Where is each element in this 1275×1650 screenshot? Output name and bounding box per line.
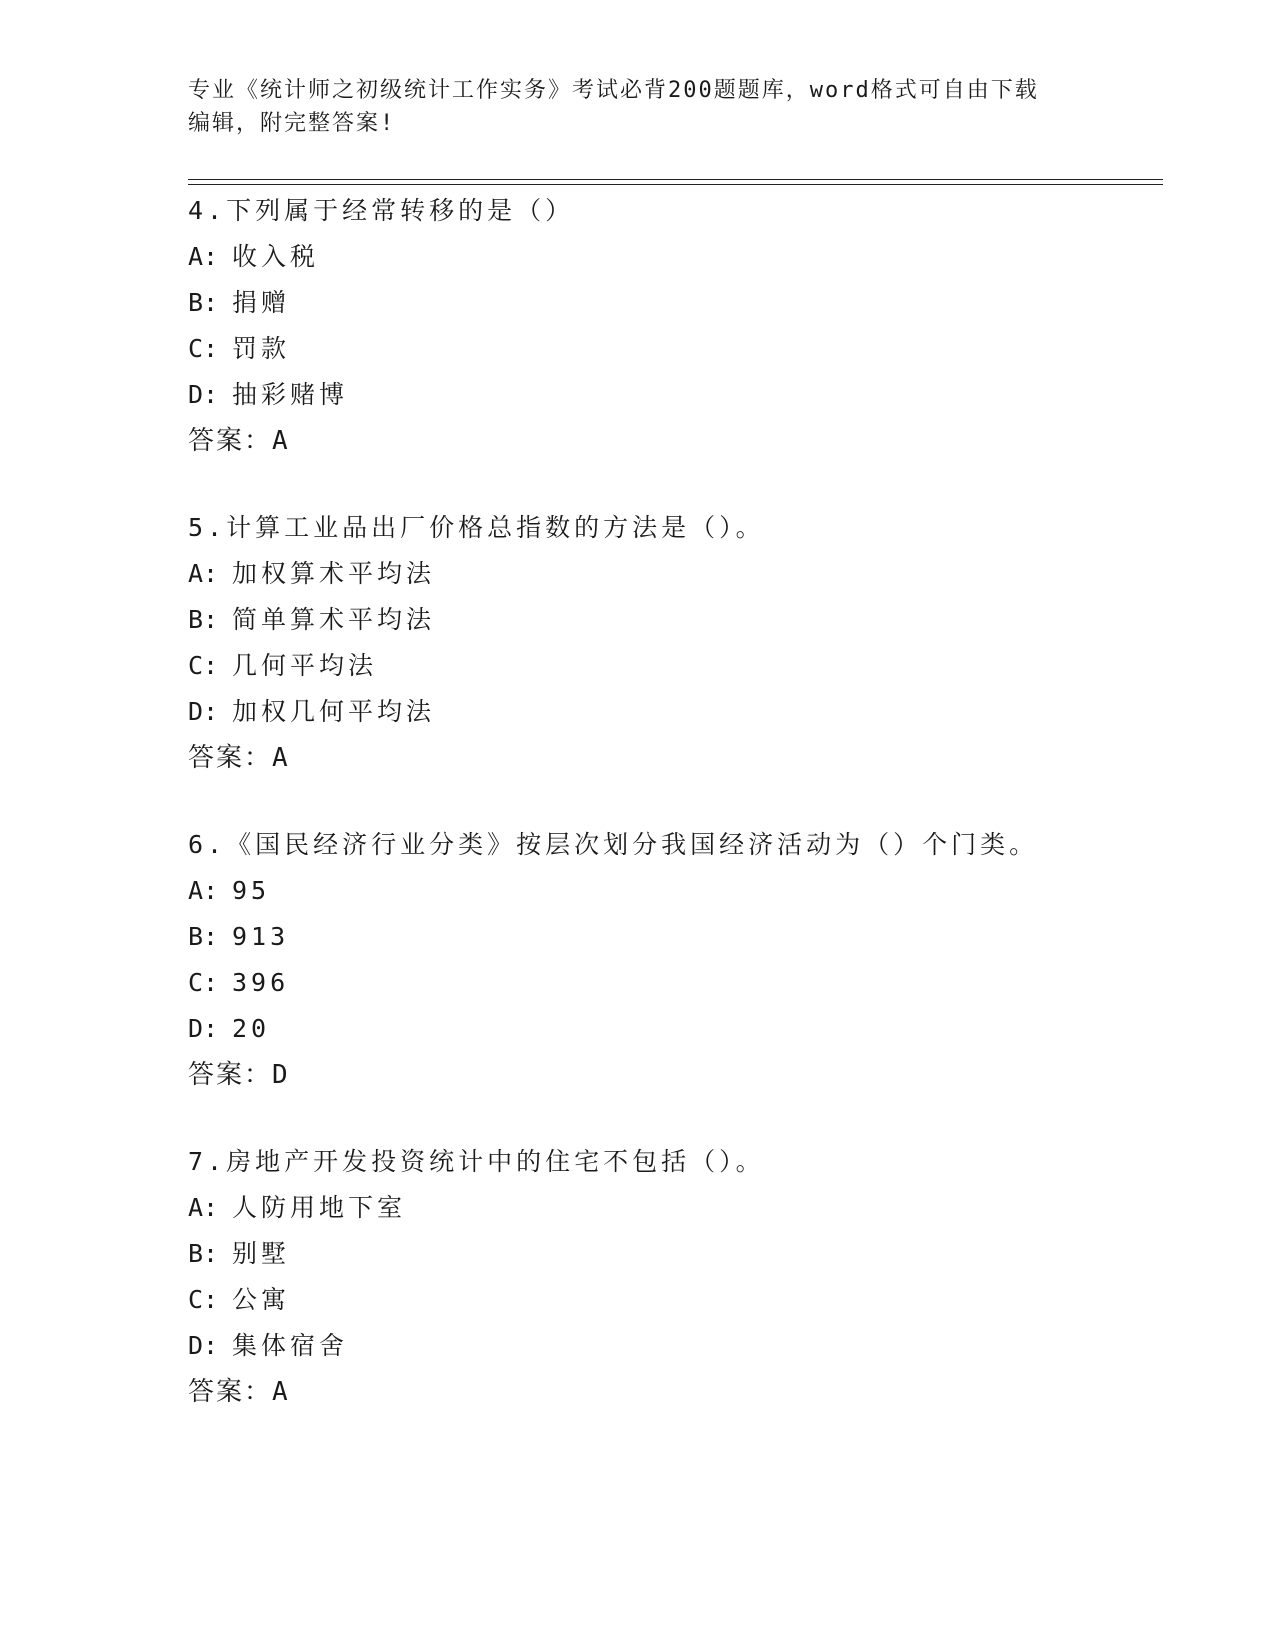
header-divider-bottom <box>188 184 1163 185</box>
question-list <box>188 188 1163 1415</box>
option-letter: C: <box>188 968 219 997</box>
option-text: 捐赠 <box>232 288 291 317</box>
document-header <box>188 74 1088 140</box>
option-letter: D: <box>188 697 219 726</box>
option-text: 集体宿舍 <box>232 1331 349 1360</box>
option-b <box>188 1231 1163 1277</box>
option-c <box>188 1277 1163 1323</box>
option-letter: C: <box>188 334 219 363</box>
option-b <box>188 914 1163 960</box>
option-letter: A: <box>188 1193 219 1222</box>
answer-value: D <box>272 1060 290 1090</box>
option-text: 913 <box>232 922 290 951</box>
option-text: 人防用地下室 <box>232 1193 407 1222</box>
option-letter: A: <box>188 242 219 271</box>
answer-label: 答案： <box>188 1060 273 1090</box>
question-6 <box>188 822 1163 1098</box>
option-letter: B: <box>188 605 219 634</box>
option-c <box>188 643 1163 689</box>
option-d <box>188 1006 1163 1052</box>
option-text: 加权算术平均法 <box>232 559 436 588</box>
option-d <box>188 372 1163 418</box>
option-letter: B: <box>188 288 219 317</box>
question-7 <box>188 1139 1163 1415</box>
option-letter: C: <box>188 1285 219 1314</box>
option-letter: D: <box>188 1014 219 1043</box>
option-d <box>188 689 1163 735</box>
option-a <box>188 234 1163 280</box>
question-stem: 6.《国民经济行业分类》按层次划分我国经济活动为（）个门类。 <box>188 830 1039 859</box>
answer-label: 答案： <box>188 426 273 456</box>
option-text: 抽彩赌博 <box>232 380 349 409</box>
option-letter: C: <box>188 651 219 680</box>
option-letter: B: <box>188 922 219 951</box>
option-text: 简单算术平均法 <box>232 605 436 634</box>
answer-label: 答案： <box>188 1377 273 1407</box>
header-line-1: 专业《统计师之初级统计工作实务》考试必背200题题库，word格式可自由下载 <box>188 78 1039 103</box>
option-text: 396 <box>232 968 290 997</box>
question-stem: 7.房地产开发投资统计中的住宅不包括（）。 <box>188 1147 765 1176</box>
answer-line <box>188 418 1163 464</box>
option-c <box>188 326 1163 372</box>
option-text: 几何平均法 <box>232 651 378 680</box>
option-letter: D: <box>188 380 219 409</box>
option-c <box>188 960 1163 1006</box>
option-text: 加权几何平均法 <box>232 697 436 726</box>
answer-line <box>188 735 1163 781</box>
option-letter: A: <box>188 559 219 588</box>
answer-value: A <box>272 1377 290 1407</box>
option-a <box>188 1185 1163 1231</box>
header-divider-top <box>188 179 1163 180</box>
answer-value: A <box>272 426 290 456</box>
option-text: 20 <box>232 1014 271 1043</box>
option-text: 别墅 <box>232 1239 291 1268</box>
option-text: 罚款 <box>232 334 291 363</box>
option-text: 收入税 <box>232 242 320 271</box>
option-b <box>188 597 1163 643</box>
option-text: 95 <box>232 876 271 905</box>
answer-line <box>188 1369 1163 1415</box>
answer-line <box>188 1052 1163 1098</box>
question-5 <box>188 505 1163 781</box>
header-line-2: 编辑，附完整答案! <box>188 111 396 136</box>
question-stem: 5.计算工业品出厂价格总指数的方法是（）。 <box>188 513 765 542</box>
option-a <box>188 551 1163 597</box>
answer-value: A <box>272 743 290 773</box>
option-d <box>188 1323 1163 1369</box>
option-letter: B: <box>188 1239 219 1268</box>
question-4 <box>188 188 1163 464</box>
option-text: 公寓 <box>232 1285 291 1314</box>
option-b <box>188 280 1163 326</box>
answer-label: 答案： <box>188 743 273 773</box>
option-a <box>188 868 1163 914</box>
option-letter: A: <box>188 876 219 905</box>
question-stem: 4.下列属于经常转移的是（） <box>188 196 575 225</box>
option-letter: D: <box>188 1331 219 1360</box>
